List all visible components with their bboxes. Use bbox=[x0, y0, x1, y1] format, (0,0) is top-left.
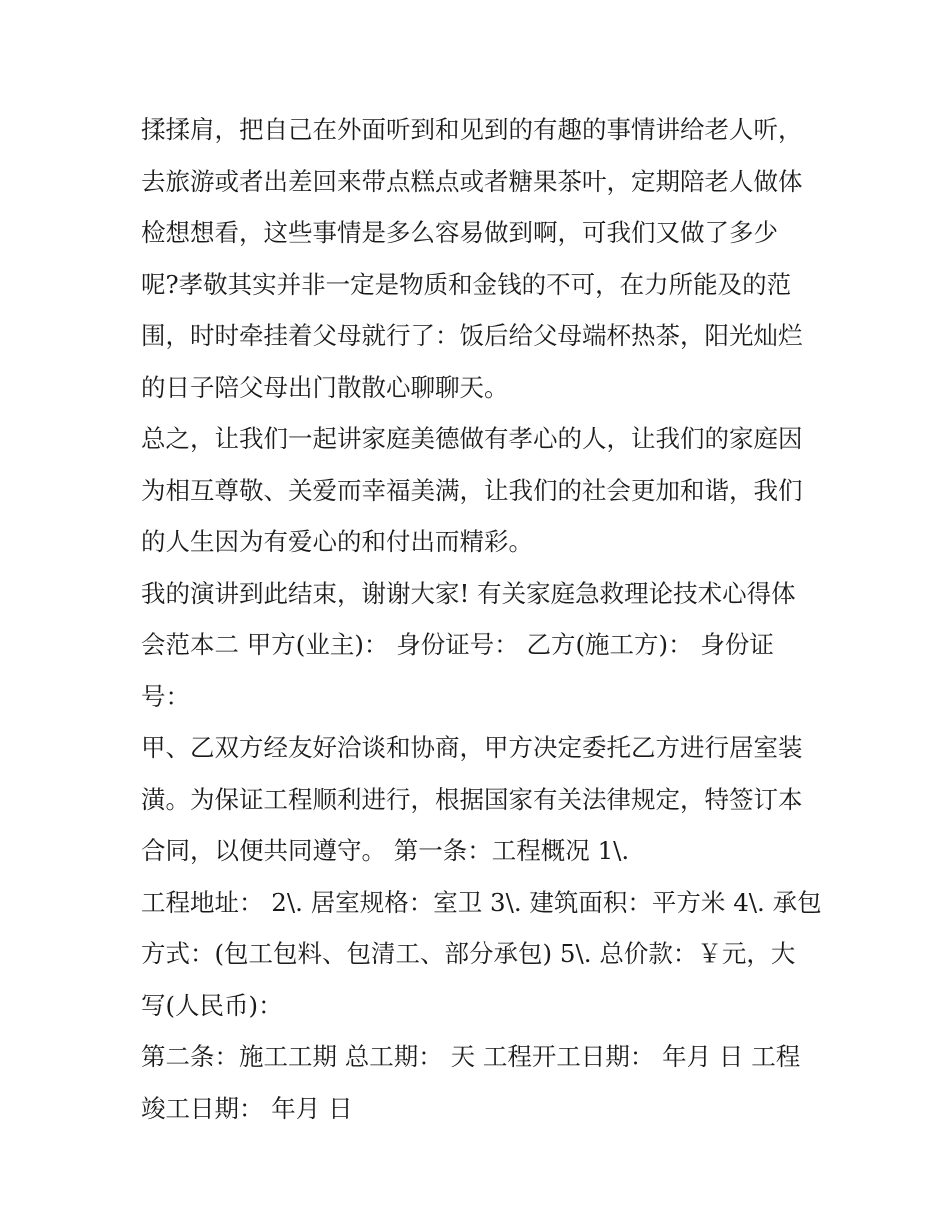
text-line: 甲、乙双方经友好洽谈和协商，甲方决定委托乙方进行居室装 bbox=[141, 733, 803, 762]
text-line: 第二条：施工工期 总工期： 天 工程开工日期： 年月 日 工程 bbox=[141, 1042, 801, 1071]
text-line: 潢。为保证工程顺利进行，根据国家有关法律规定，特签订本 bbox=[141, 784, 803, 814]
document-body bbox=[141, 104, 821, 1134]
text-line: 工程地址： 2\. 居室规格：室卫 3\. 建筑面积：平方米 4\. 承包 bbox=[141, 887, 822, 917]
text-line: 揉揉肩，把自己在外面听到和见到的有趣的事情讲给老人听， bbox=[141, 115, 803, 144]
text-line: 去旅游或者出差回来带点糕点或者糖果茶叶，定期陪老人做体 bbox=[141, 166, 803, 196]
text-line: 我的演讲到此结束，谢谢大家! 有关家庭急救理论技术心得体 bbox=[141, 578, 796, 608]
text-line: 号： bbox=[141, 681, 190, 711]
text-line: 合同，以便共同遵守。 第一条：工程概况 1\. bbox=[141, 836, 630, 865]
text-line: 方式：(包工包料、包清工、部分承包) 5\. 总价款：￥元，大 bbox=[141, 939, 796, 968]
text-line: 会范本二 甲方(业主)： 身份证号： 乙方(施工方)： 身份证 bbox=[141, 630, 774, 659]
text-line: 竣工日期： 年月 日 bbox=[141, 1093, 353, 1123]
text-line: 的日子陪父母出门散散心聊聊天。 bbox=[141, 372, 509, 402]
text-line: 检想想看，这些事情是多么容易做到啊，可我们又做了多少 bbox=[141, 218, 778, 247]
text-line: 呢?孝敬其实并非一定是物质和金钱的不可，在力所能及的范 bbox=[141, 269, 792, 299]
text-line: 总之，让我们一起讲家庭美德做有孝心的人，让我们的家庭因 bbox=[141, 424, 803, 453]
text-line: 为相互尊敬、关爱而幸福美满，让我们的社会更加和谐，我们 bbox=[141, 475, 803, 505]
text-line: 的人生因为有爱心的和付出而精彩。 bbox=[141, 527, 533, 556]
text-line: 写(人民币)： bbox=[141, 990, 283, 1020]
text-line: 围，时时牵挂着父母就行了：饭后给父母端杯热茶，阳光灿烂 bbox=[141, 321, 803, 350]
